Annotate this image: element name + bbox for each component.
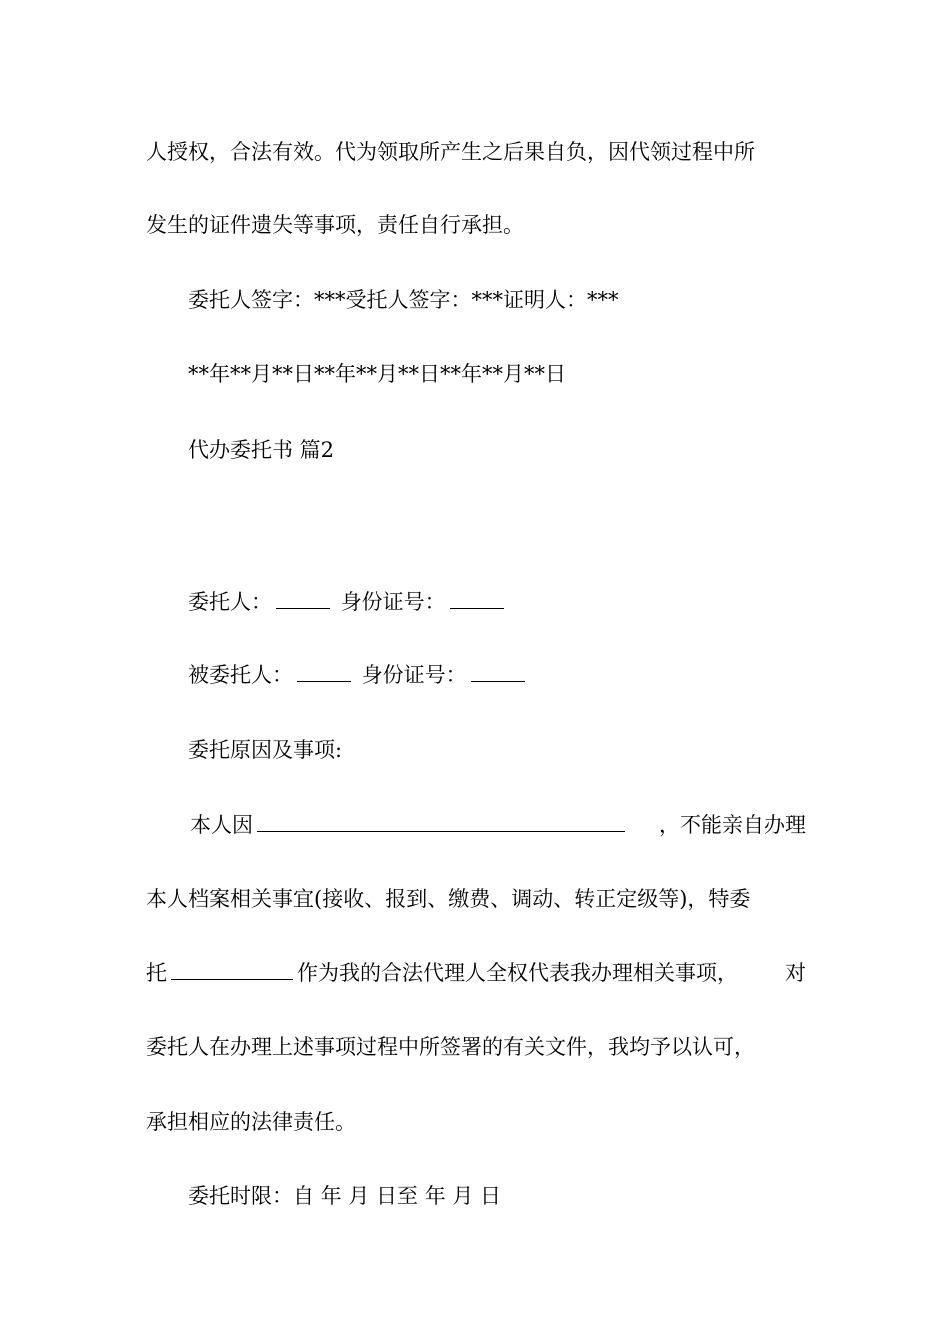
date-line: **年**月**日**年**月**日**年**月**日 [188,362,566,386]
entrust-blank [171,961,293,980]
reason-heading: 委托原因及事项: [188,738,343,762]
paragraph-line [146,810,806,840]
agent-line [188,660,848,690]
reason-suffix: ，不能亲自办理 [659,813,806,837]
agent-blank [297,663,351,682]
id-label: 身份证号： [340,590,446,614]
paragraph-line [146,958,806,988]
entrust-text: 作为我的合法代理人全权代表我办理相关事项， [297,961,738,985]
period-line: 委托时限：自 年 月 日至 年 月 日 [188,1184,502,1208]
reason-prefix: 本人因 [190,813,253,837]
paragraph-line: 委托人在办理上述事项过程中所签署的有关文件，我均予以认可， [146,1035,755,1059]
entrust-prefix: 托 [146,961,167,985]
principal-label: 委托人： [188,590,272,614]
agent-label: 被委托人： [188,663,293,687]
id-blank [450,590,504,609]
principal-line [188,587,848,617]
paragraph-line: 人授权，合法有效。代为领取所产生之后果自负，因代领过程中所 [146,140,755,164]
signature-line: 委托人签字：***受托人签字：***证明人：*** [188,288,619,312]
principal-blank [276,590,330,609]
paragraph-line: 本人档案相关事宜(接收、报到、缴费、调动、转正定级等)，特委 [146,887,751,911]
id-blank [471,663,525,682]
paragraph-line: 发生的证件遗失等事项，责任自行承担。 [146,213,524,237]
section-heading: 代办委托书 篇2 [188,438,335,462]
id-label: 身份证号： [361,663,467,687]
paragraph-line: 承担相应的法律责任。 [146,1110,356,1134]
reason-blank [257,813,625,832]
entrust-end: 对 [785,961,806,985]
